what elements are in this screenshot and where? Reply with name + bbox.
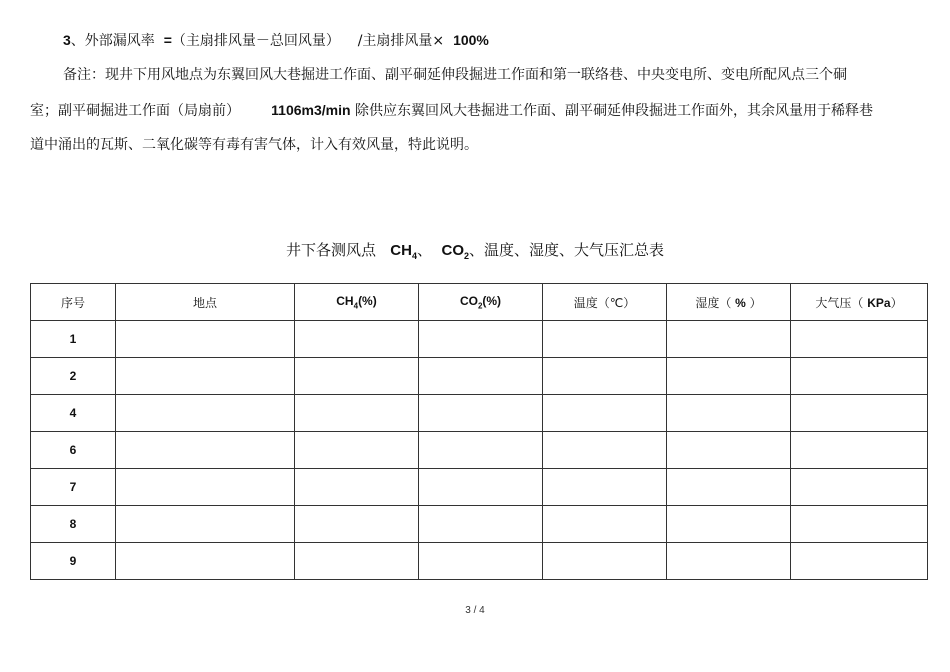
table-body bbox=[31, 321, 928, 580]
header-seq: 序号 bbox=[31, 284, 116, 321]
row-co2 bbox=[419, 543, 543, 580]
row-temperature bbox=[543, 395, 667, 432]
row-seq: 1 bbox=[31, 321, 116, 358]
row-co2 bbox=[419, 321, 543, 358]
row-location bbox=[116, 358, 295, 395]
header-temperature: 温度（℃） bbox=[543, 284, 667, 321]
note-airflow-value: 1106m3/min bbox=[271, 102, 351, 118]
header-co2: $CO_2(\%)$ bbox=[419, 284, 543, 321]
row-pressure bbox=[791, 506, 928, 543]
row-location bbox=[116, 395, 295, 432]
row-pressure bbox=[791, 543, 928, 580]
formula-denominator: /主扇排风量× bbox=[357, 33, 445, 49]
row-humidity bbox=[667, 321, 791, 358]
note-line-2 bbox=[30, 101, 873, 120]
table-title-co2: $CO_2$ bbox=[441, 242, 470, 261]
row-humidity bbox=[667, 543, 791, 580]
table-row bbox=[31, 469, 928, 506]
row-co2 bbox=[419, 432, 543, 469]
row-ch4 bbox=[295, 321, 419, 358]
row-humidity bbox=[667, 395, 791, 432]
row-seq: 4 bbox=[31, 395, 116, 432]
row-seq: 2 bbox=[31, 358, 116, 395]
header-humidity: 湿度（ % ） bbox=[667, 284, 791, 321]
note-line-2-a: 室；副平硐掘进工作面（局扇前） bbox=[30, 103, 240, 119]
row-location bbox=[116, 321, 295, 358]
row-ch4 bbox=[295, 432, 419, 469]
row-location bbox=[116, 469, 295, 506]
row-pressure bbox=[791, 432, 928, 469]
row-temperature bbox=[543, 469, 667, 506]
table-title bbox=[0, 241, 950, 265]
row-temperature bbox=[543, 321, 667, 358]
formula-equals: = bbox=[163, 32, 172, 48]
row-ch4 bbox=[295, 506, 419, 543]
formula-percent: 100% bbox=[453, 32, 489, 48]
row-temperature bbox=[543, 432, 667, 469]
note-line-1: 备注：现井下用风地点为东翼回风大巷掘进工作面、副平硐延伸段掘进工作面和第一联络巷、中央变电所、变电所配风点三个硐 bbox=[63, 67, 847, 83]
row-pressure bbox=[791, 358, 928, 395]
measurement-table bbox=[30, 283, 928, 580]
note-line-2-c: 除供应东翼回风大巷掘进工作面、副平硐延伸段掘进工作面外，其余风量用于稀释巷 bbox=[355, 103, 873, 119]
table-title-suffix: 、温度、湿度、大气压汇总表 bbox=[469, 241, 665, 259]
row-humidity bbox=[667, 358, 791, 395]
row-co2 bbox=[419, 395, 543, 432]
row-ch4 bbox=[295, 543, 419, 580]
row-pressure bbox=[791, 321, 928, 358]
row-ch4 bbox=[295, 469, 419, 506]
header-ch4: $CH_4(\%)$ bbox=[295, 284, 419, 321]
table-row bbox=[31, 358, 928, 395]
formula-numerator: （主扇排风量－总回风量） bbox=[171, 33, 340, 49]
row-co2 bbox=[419, 469, 543, 506]
table-row bbox=[31, 432, 928, 469]
table-title-ch4: $CH_4$ bbox=[390, 242, 417, 261]
row-humidity bbox=[667, 506, 791, 543]
row-humidity bbox=[667, 469, 791, 506]
row-seq: 7 bbox=[31, 469, 116, 506]
row-temperature bbox=[543, 543, 667, 580]
row-seq: 9 bbox=[31, 543, 116, 580]
formula-label: 、外部漏风率 bbox=[70, 33, 155, 49]
row-location bbox=[116, 506, 295, 543]
row-seq: 8 bbox=[31, 506, 116, 543]
table-header-row bbox=[31, 284, 928, 321]
row-co2 bbox=[419, 358, 543, 395]
formula-line bbox=[63, 31, 489, 50]
row-location bbox=[116, 543, 295, 580]
row-temperature bbox=[543, 506, 667, 543]
page-number: 3 / 4 bbox=[465, 605, 485, 616]
row-pressure bbox=[791, 395, 928, 432]
row-seq: 6 bbox=[31, 432, 116, 469]
note-line-3: 道中涌出的瓦斯、二氧化碳等有毒有害气体，计入有效风量，特此说明。 bbox=[30, 137, 478, 153]
header-pressure: 大气压（ KPa） bbox=[791, 284, 928, 321]
row-location bbox=[116, 432, 295, 469]
row-humidity bbox=[667, 432, 791, 469]
row-temperature bbox=[543, 358, 667, 395]
formula-number: 3 bbox=[63, 32, 71, 48]
table-row bbox=[31, 506, 928, 543]
table-title-prefix: 井下各测风点 bbox=[285, 241, 376, 259]
row-ch4 bbox=[295, 395, 419, 432]
table-title-sep: 、 bbox=[416, 241, 432, 259]
row-pressure bbox=[791, 469, 928, 506]
table-row bbox=[31, 321, 928, 358]
header-location: 地点 bbox=[116, 284, 295, 321]
table-row bbox=[31, 395, 928, 432]
row-ch4 bbox=[295, 358, 419, 395]
table-row bbox=[31, 543, 928, 580]
row-co2 bbox=[419, 506, 543, 543]
